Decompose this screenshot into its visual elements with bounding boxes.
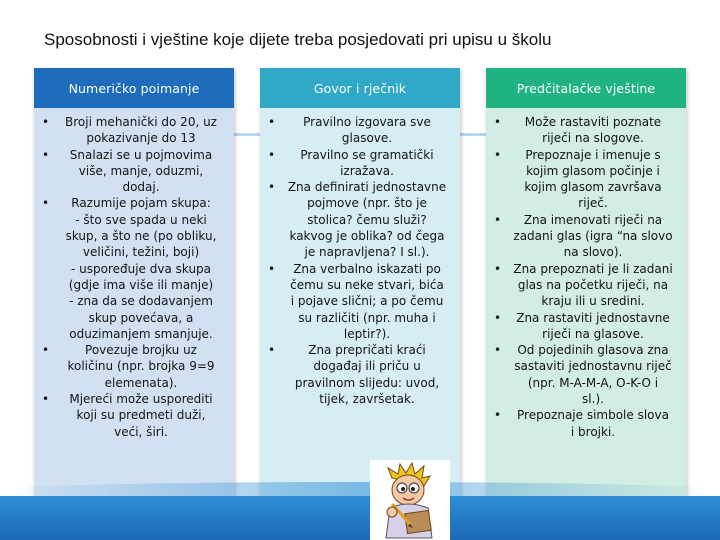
list-item: • Zna prepoznati je li zadani glas na početku riječi, na kraju ili u sredini. (492, 261, 678, 310)
child-writing-clipart (370, 460, 450, 540)
column-body (260, 108, 460, 496)
column-body (486, 108, 686, 496)
bullet-list (266, 114, 452, 407)
list-item: • Prepoznaje simbole slova i brojki. (492, 407, 678, 440)
footer-bar (0, 496, 720, 540)
list-item: • Razumije pojam skupa: - što sve spada u neki skup, a što ne (po obliku, veličini, težini, boji) - uspoređuje dva skupa (gdje ima više ili manje) - zna da se dodavanjem skup povećava, a oduzimanjem smanjuje. (40, 195, 226, 342)
list-item: • Snalazi se u pojmovima više, manje, oduzmi, dodaj. (40, 147, 226, 196)
bullet-list (40, 114, 226, 440)
list-item: • Pravilno se gramatički izražava. (266, 147, 452, 180)
list-item: • Zna definirati jednostavne pojmove (npr. što je stolica? čemu služi? kakvog je oblika? od čega je napravljena? I sl.). (266, 179, 452, 260)
column-predcitalacke-vjestine (486, 68, 686, 496)
list-item: • Zna prepričati kraći događaj ili priču u pravilnom slijedu: uvod, tijek, završetak. (266, 342, 452, 407)
column-header: Govor i rječnik (260, 68, 460, 108)
list-item: • Zna rastaviti jednostavne riječi na glasove. (492, 310, 678, 343)
list-item: • Broji mehanički do 20, uz pokazivanje do 13 (40, 114, 226, 147)
column-header: Predčitalačke vještine (486, 68, 686, 108)
connector-line (234, 133, 260, 136)
list-item: • Može rastaviti poznate riječi na slogove. (492, 114, 678, 147)
list-item: • Zna imenovati riječi na zadani glas (igra “na slovo na slovo). (492, 212, 678, 261)
slide-title: Sposobnosti i vještine koje dijete treba posjedovati pri upisu u školu (44, 30, 552, 49)
bullet-list (492, 114, 678, 440)
list-item: • Zna verbalno iskazati po čemu su neke stvari, bića i pojave slični; a po čemu su različiti (npr. muha i leptir?). (266, 261, 452, 342)
list-item: • Prepoznaje i imenuje s kojim glasom počinje i kojim glasom završava riječ. (492, 147, 678, 212)
column-govor-i-rjecnik (260, 68, 460, 496)
list-item: • Od pojedinih glasova zna sastaviti jednostavnu riječ (npr. M-A-M-A, O-K-O i sl.). (492, 342, 678, 407)
column-numericko-poimanje (34, 68, 234, 496)
list-item: • Pravilno izgovara sve glasove. (266, 114, 452, 147)
connector-line (460, 133, 486, 136)
list-item: • Mjereći može usporediti koji su predmeti duži, veći, širi. (40, 391, 226, 440)
list-item: • Povezuje brojku uz količinu (npr. brojka 9=9 elemenata). (40, 342, 226, 391)
column-body (34, 108, 234, 496)
column-header: Numeričko poimanje (34, 68, 234, 108)
